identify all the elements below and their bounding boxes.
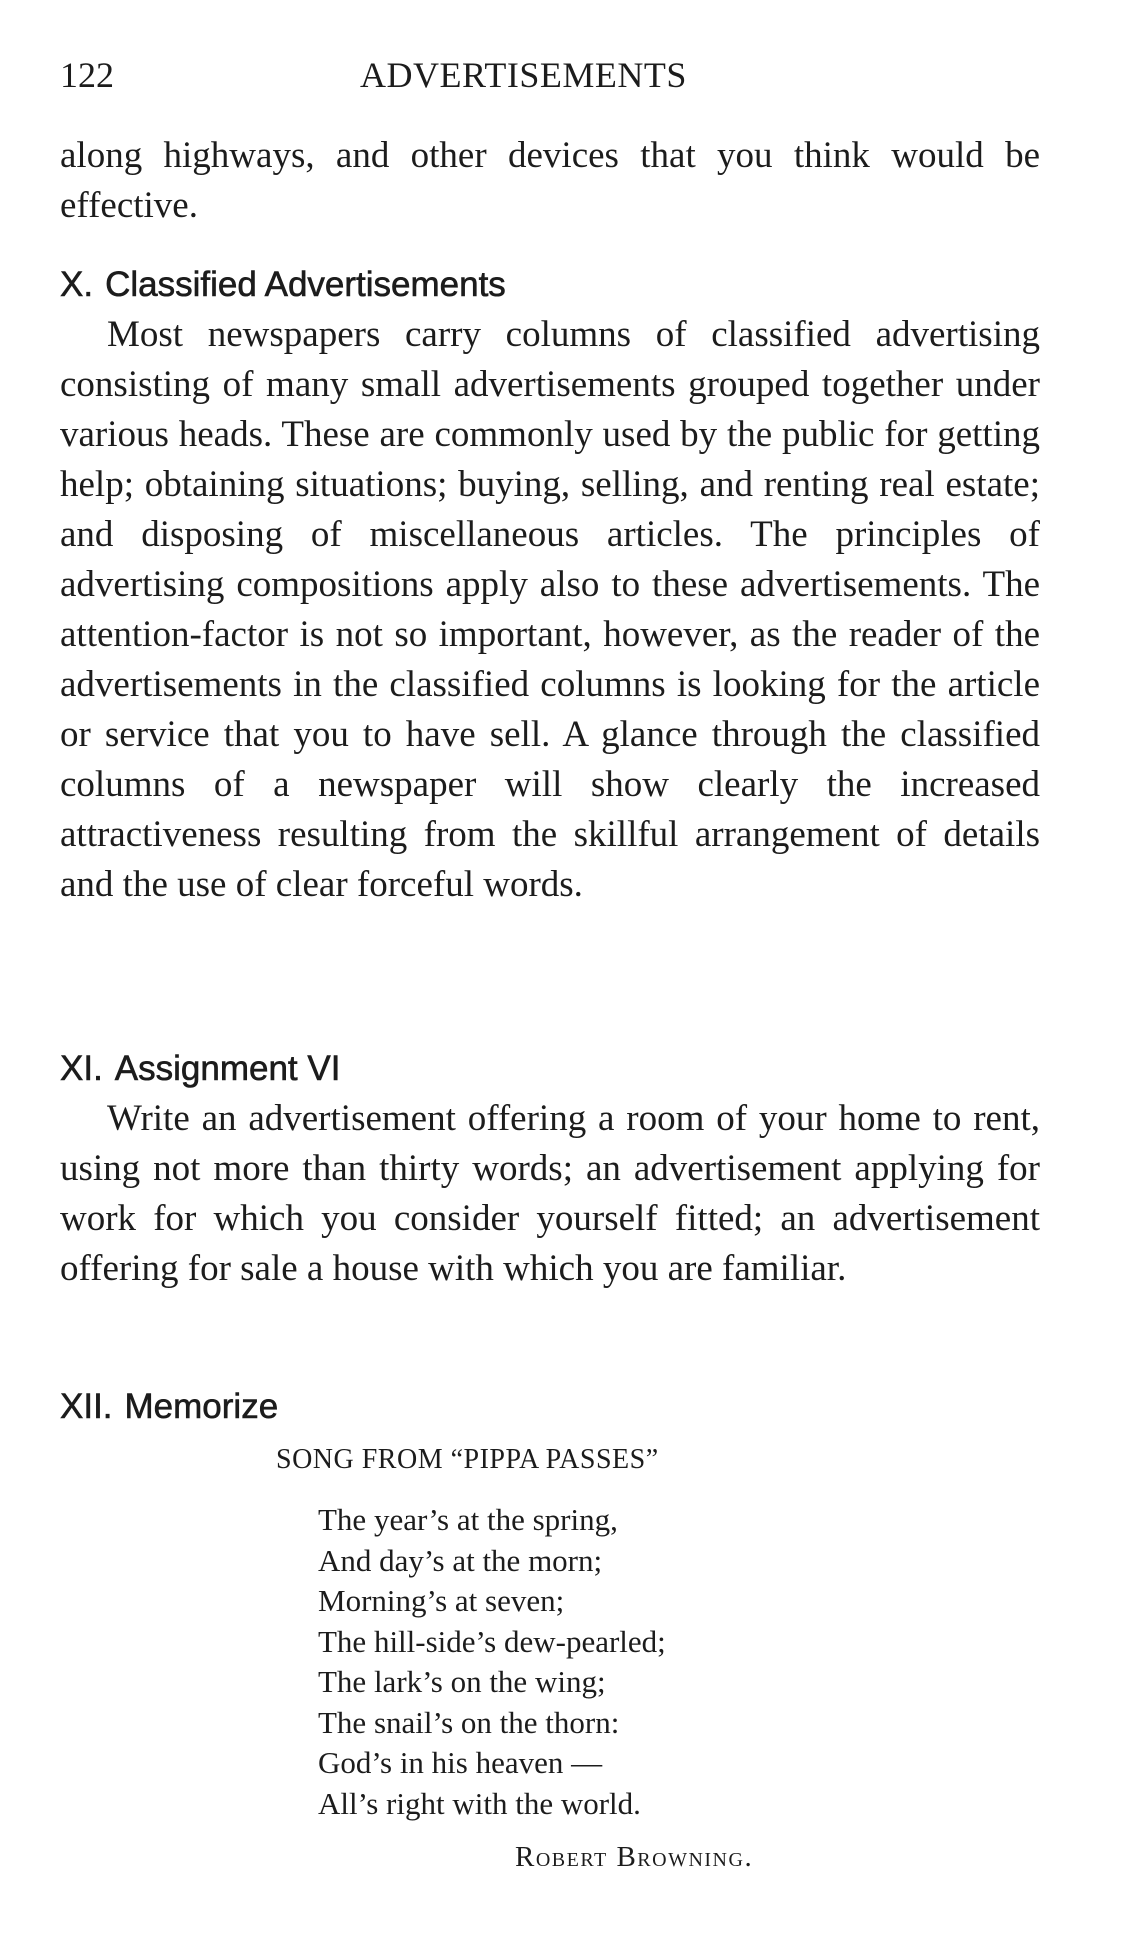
section-number: X. [60,265,94,304]
page-number: 122 [60,55,114,95]
section-heading-classified-advertisements [60,260,506,310]
section-title: Memorize [124,1387,279,1426]
section-heading-assignment [60,1044,340,1094]
running-head [60,54,1040,104]
section-number: XI. [60,1049,103,1088]
poem-author: Robert Browning. [515,1841,754,1873]
poem-line: The hill-side’s dew-pearled; [318,1623,666,1659]
running-title: ADVERTISEMENTS [360,55,687,95]
poem-title: SONG FROM “PIPPA PASSES” [276,1444,659,1475]
poem-line: The year’s at the spring, [318,1502,618,1537]
poem-stanza [318,1500,666,1824]
section-number: XII. [60,1387,113,1426]
book-page [60,0,1040,1955]
poem-line: The snail’s on the thorn: [318,1704,620,1740]
section-title: Assignment VI [114,1049,341,1088]
poem-line: The lark’s on the wing; [318,1664,606,1699]
poem-line: Morning’s at seven; [318,1583,565,1618]
poem-line: All’s right with the world. [318,1785,641,1821]
section-heading-memorize [60,1382,278,1432]
poem-line: God’s in his heaven — [318,1745,603,1780]
continuation-paragraph: along highways, and other devices that you think would be effective. [60,135,1040,226]
classified-advertisements-paragraph: Most newspapers carry columns of classified advertising consisting of many small advertisements grouped together under various heads. These are commonly used by the public for getting help; obtaining situations; buying, selling, and renting real estate; and disposing of miscellaneous articles. The principles of advertising compositions apply also to these advertisements. The attention-factor is not so important, however, as the reader of the advertisements in the classified columns is looking for the article or service that you to have sell. A glance through the classified columns of a newspaper will show clearly the increased attractiveness resulting from the skillful arrangement of details and the use of clear forceful words. [60,314,1040,905]
poem-line: And day’s at the morn; [318,1542,603,1578]
section-title: Classified Advertisements [105,265,506,304]
assignment-paragraph: Write an advertisement offering a room of your home to rent, using not more than thirty words; an advertisement applying for work for which you consider yourself fitted; an advertisement offering for sale a house with which you are familiar. [60,1098,1040,1289]
